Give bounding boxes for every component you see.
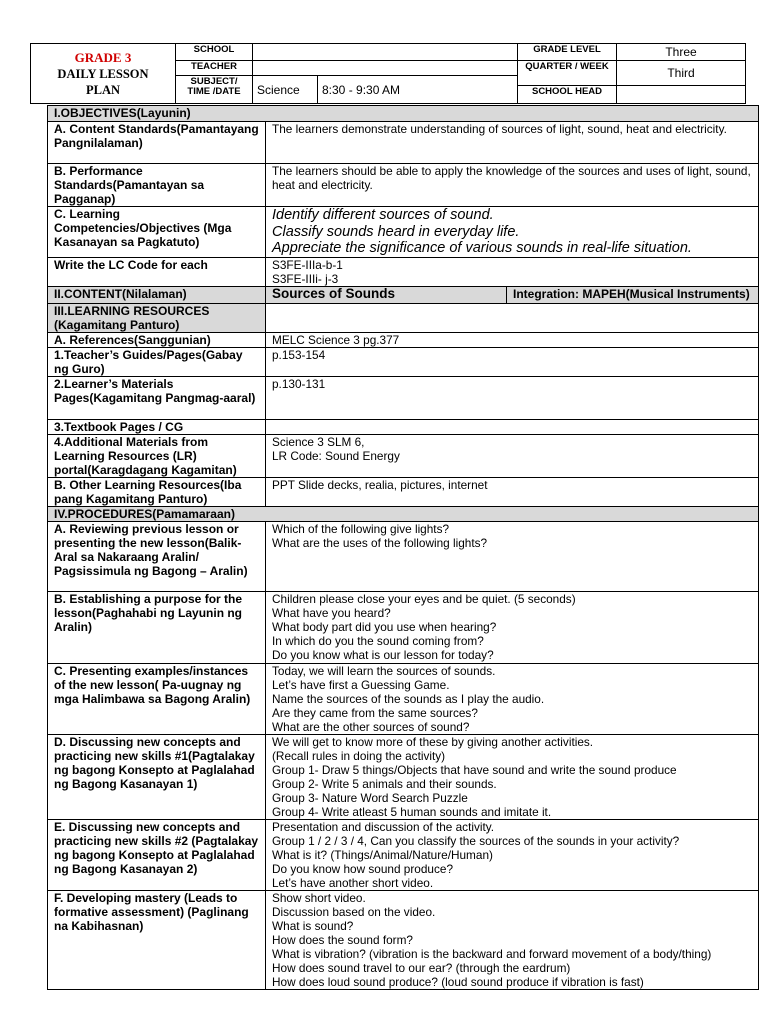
procedure-line: What are the uses of the following lights? [272,535,488,550]
performance-standards-value: The learners should be able to apply the knowledge of the sources and uses of light, sound, heat and electricity. [266,164,759,207]
procedure-a-label: A. Reviewing previous lesson or presenting the new lesson(Balik-Aral sa Nakaraang Aralin/ Pagsissimula ng Bagong – Aralin) [48,521,266,591]
procedures-heading: IV.PROCEDURES(Pamamaraan) [48,506,759,521]
procedure-line: Group 1 / 2 / 3 / 4, Can you classify the sources of the sounds in your activity? [272,833,680,848]
procedure-line: Do you know how sound produce? [272,861,454,876]
procedure-b-label: B. Establishing a purpose for the lesson(Paghahabi ng Layunin ng Aralin) [48,591,266,663]
procedure-line: Let’s have another short video. [272,875,434,890]
school-head-label: SCHOOL HEAD [518,86,617,104]
procedure-line: Presentation and discussion of the activity. [272,819,495,834]
procedure-line: Discussion based on the video. [272,904,436,919]
other-resources-label: B. Other Learning Resources(Iba pang Kagamitang Panturo) [48,477,266,506]
content-topic: Sources of Sounds [266,286,507,303]
learners-materials-label: 2.Learner’s Materials Pages(Kagamitang Pangmag-aaral) [48,376,266,419]
time-value: 8:30 - 9:30 AM [318,76,518,104]
textbook-label: 3.Textbook Pages / CG [48,419,266,434]
competencies-label: C. Learning Competencies/Objectives (Mga Kasanayan sa Pagkatuto) [48,207,266,258]
teachers-guide-value: p.153-154 [266,347,759,376]
procedure-line: Show short video. [272,890,366,905]
textbook-value [266,419,759,434]
procedure-e-content [266,819,759,890]
procedure-line: Name the sources of the sounds as I play the audio. [272,691,545,706]
procedure-e-label: E. Discussing new concepts and practicing new skills #2 (Pagtalakay ng bagong Konsepto at Paglalahad ng Bagong Kasanayan 2) [48,819,266,890]
procedure-line: Do you know what is our lesson for today? [272,647,494,662]
grade-level-label: GRADE LEVEL [518,44,617,61]
procedure-line: How does sound travel to our ear? (through the eardrum) [272,960,571,975]
procedure-line: What are the other sources of sound? [272,719,470,734]
competencies-value [266,207,759,258]
additional-material-line: Science 3 SLM 6, [272,434,365,449]
teacher-value [253,61,518,76]
school-head-value [617,86,746,104]
lc-code-label: Write the LC Code for each [48,257,266,286]
procedure-line: Group 1- Draw 5 things/Objects that have sound and write the sound produce [272,762,677,777]
procedure-line: Which of the following give lights? [272,521,450,536]
procedure-line: How does the sound form? [272,932,413,947]
references-label: A. References(Sanggunian) [48,332,266,347]
procedure-line: Let’s have first a Guessing Game. [272,677,450,692]
subject-value: Science [253,76,318,104]
procedure-f-label: F. Developing mastery (Leads to formative assessment) (Paglinang na Kabihasnan) [48,890,266,989]
procedure-line: Group 2- Write 5 animals and their sounds. [272,776,497,791]
procedure-line: Group 4- Write atleast 5 human sounds and imitate it. [272,804,552,819]
resources-heading-blank [266,303,759,332]
lc-code-item: S3FE-IIIa-b-1 [272,257,343,272]
additional-material-line: LR Code: Sound Energy [272,448,400,463]
procedure-line: In which do you the sound coming from? [272,633,484,648]
school-label: SCHOOL [176,44,253,61]
procedure-line: Children please close your eyes and be quiet. (5 seconds) [272,591,576,606]
procedure-line: What have you heard? [272,605,391,620]
header-table [30,43,746,104]
additional-materials-value [266,434,759,477]
lc-code-item: S3FE-IIIi- j-3 [272,271,339,286]
procedure-c-content [266,663,759,734]
procedure-line: What is vibration? (vibration is the backward and forward movement of a body/thing) [272,946,712,961]
procedure-f-content [266,890,759,989]
competency-item: Appreciate the significance of various sounds in real-life situation. [272,240,692,256]
quarter-value: Third [617,61,746,86]
procedure-line: Today, we will learn the sources of sounds. [272,663,496,678]
teacher-label: TEACHER [176,61,253,76]
competency-item: Identify different sources of sound. [272,207,494,223]
procedure-line: Group 3- Nature Word Search Puzzle [272,790,468,805]
content-standards-label: A. Content Standards(Pamantayang Pangnilalaman) [48,122,266,164]
procedure-line: We will get to know more of these by giving another activities. [272,734,594,749]
school-value [253,44,518,61]
procedure-d-content [266,734,759,819]
procedure-c-label: C. Presenting examples/instances of the new lesson( Pa-uugnay ng mga Halimbawa sa Bagong Aralin) [48,663,266,734]
additional-materials-label: 4.Additional Materials from Learning Resources (LR) portal(Karagdagang Kagamitan) [48,434,266,477]
learners-materials-value: p.130-131 [266,376,759,419]
other-resources-value: PPT Slide decks, realia, pictures, internet [266,477,759,506]
teachers-guide-label: 1.Teacher’s Guides/Pages(Gabay ng Guro) [48,347,266,376]
competency-item: Classify sounds heard in everyday life. [272,223,520,240]
references-value: MELC Science 3 pg.377 [266,332,759,347]
quarter-label: QUARTER / WEEK [518,61,617,86]
title-line2: PLAN [85,82,121,97]
procedure-a-content [266,521,759,591]
grade-title: GRADE 3 [74,49,132,65]
dlp-title [31,44,176,104]
procedure-line: (Recall rules in doing the activity) [272,748,446,763]
subject-label: SUBJECT/ TIME /DATE [176,76,253,104]
grade-level-value: Three [617,44,746,61]
objectives-heading: I.OBJECTIVES(Layunin) [48,106,759,122]
procedure-line: What is it? (Things/Animal/Nature/Human) [272,847,493,862]
content-heading: II.CONTENT(Nilalaman) [48,286,266,303]
procedure-line: How does loud sound produce? (loud sound produce if vibration is fast) [272,974,644,989]
procedure-line: What body part did you use when hearing? [272,619,497,634]
lc-code-value [266,257,759,286]
title-line1: DAILY LESSON [57,66,149,81]
procedure-b-content [266,591,759,663]
lesson-plan-table [47,105,759,990]
procedure-d-label: D. Discussing new concepts and practicing new skills #1(Pagtalakay ng bagong Konsepto at Paglalahad ng Bagong Kasanayan 1) [48,734,266,819]
content-integration: Integration: MAPEH(Musical Instruments) [507,286,759,303]
resources-heading: III.LEARNING RESOURCES (Kagamitang Panturo) [48,303,266,332]
procedure-line: What is sound? [272,918,354,933]
procedure-line: Are they came from the same sources? [272,705,478,720]
content-standards-value: The learners demonstrate understanding of sources of light, sound, heat and electricity. [266,122,759,164]
performance-standards-label: B. Performance Standards(Pamantayan sa Pagganap) [48,164,266,207]
